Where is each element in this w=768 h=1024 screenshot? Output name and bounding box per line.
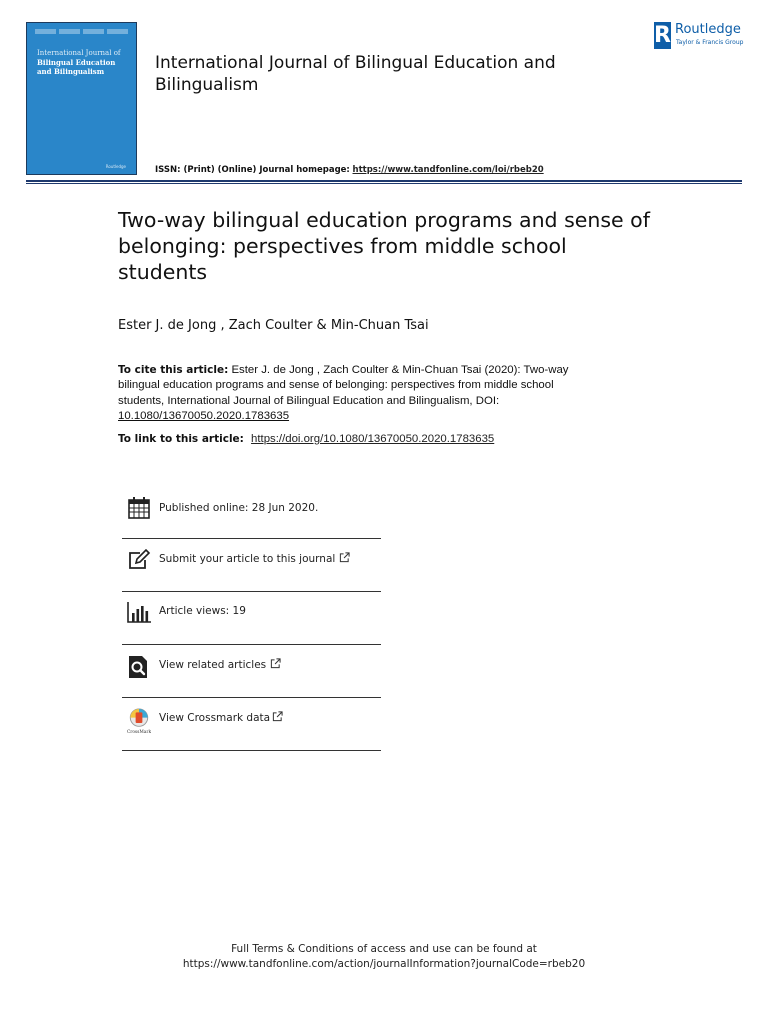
routledge-r-icon: R: [654, 23, 671, 48]
header-divider: [26, 180, 742, 182]
journal-title: International Journal of Bilingual Education and Bilingualism: [155, 53, 556, 95]
cite-label: To cite this article:: [118, 364, 229, 376]
cover-title-line: Bilingual Education: [37, 58, 116, 67]
search-document-icon: [127, 655, 151, 679]
issn-label: ISSN: (Print) (Online) Journal homepage:: [155, 165, 350, 175]
external-link-icon: [270, 658, 281, 669]
citation-block: [118, 363, 578, 425]
submit-article-label: Submit your article to this journal: [159, 553, 336, 565]
crossmark-row[interactable]: [122, 698, 381, 751]
issn-line: [155, 165, 544, 175]
edit-icon: [127, 549, 151, 573]
crossmark-link[interactable]: [159, 711, 283, 724]
cover-publisher-logo: Routledge: [105, 164, 126, 169]
article-views-row: [122, 592, 381, 645]
related-articles-label: View related articles: [159, 659, 267, 671]
submit-article-row[interactable]: [122, 539, 381, 592]
article-link-line: [118, 433, 494, 445]
header-divider-thin: [26, 183, 742, 184]
published-online-row: [122, 488, 381, 539]
crossmark-icon: [127, 708, 151, 735]
cite-text: Ester J. de Jong , Zach Coulter & Min-Chuan Tsai (2020): Two-way bilingual education programs and sense of belonging: perspectives from middle school students, International Journal of Bilingual Education and Bilingualism, DOI:: [118, 364, 569, 407]
external-link-icon: [339, 552, 350, 563]
publisher-name: Routledge: [675, 22, 741, 37]
footer-terms-text: Full Terms & Conditions of access and use can be found at: [231, 943, 537, 955]
related-articles-link[interactable]: [159, 658, 281, 671]
bar-chart-icon: [127, 600, 151, 624]
footer: [0, 942, 768, 972]
crossmark-icon-label: CrossMark: [127, 730, 151, 735]
article-info-list: [122, 488, 381, 751]
publisher-group: Taylor & Francis Group: [676, 39, 744, 46]
submit-article-link[interactable]: [159, 552, 350, 565]
cover-title: [37, 49, 129, 76]
crossmark-label: View Crossmark data: [159, 712, 271, 724]
journal-cover-image: [26, 22, 137, 175]
article-views: Article views: 19: [159, 605, 246, 617]
routledge-logo: [654, 22, 754, 50]
related-articles-row[interactable]: [122, 645, 381, 698]
article-title: Two-way bilingual education programs and sense of belonging: perspectives from middle school students: [118, 208, 650, 284]
external-link-icon: [272, 711, 283, 722]
cover-title-line: and Bilingualism: [37, 67, 105, 76]
journal-homepage-link[interactable]: https://www.tandfonline.com/loi/rbeb20: [352, 165, 544, 175]
cover-header-bar: [35, 29, 128, 34]
published-date: Published online: 28 Jun 2020.: [159, 502, 319, 514]
cover-title-line: International Journal of: [37, 49, 121, 57]
article-doi-link[interactable]: https://doi.org/10.1080/13670050.2020.1783635: [251, 433, 495, 445]
link-label: To link to this article:: [118, 433, 244, 445]
cite-doi-link[interactable]: 10.1080/13670050.2020.1783635: [118, 410, 290, 423]
footer-terms-link[interactable]: https://www.tandfonline.com/action/journalInformation?journalCode=rbeb20: [182, 958, 586, 970]
calendar-icon: [127, 496, 151, 520]
article-authors: Ester J. de Jong , Zach Coulter & Min-Chuan Tsai: [118, 318, 429, 333]
